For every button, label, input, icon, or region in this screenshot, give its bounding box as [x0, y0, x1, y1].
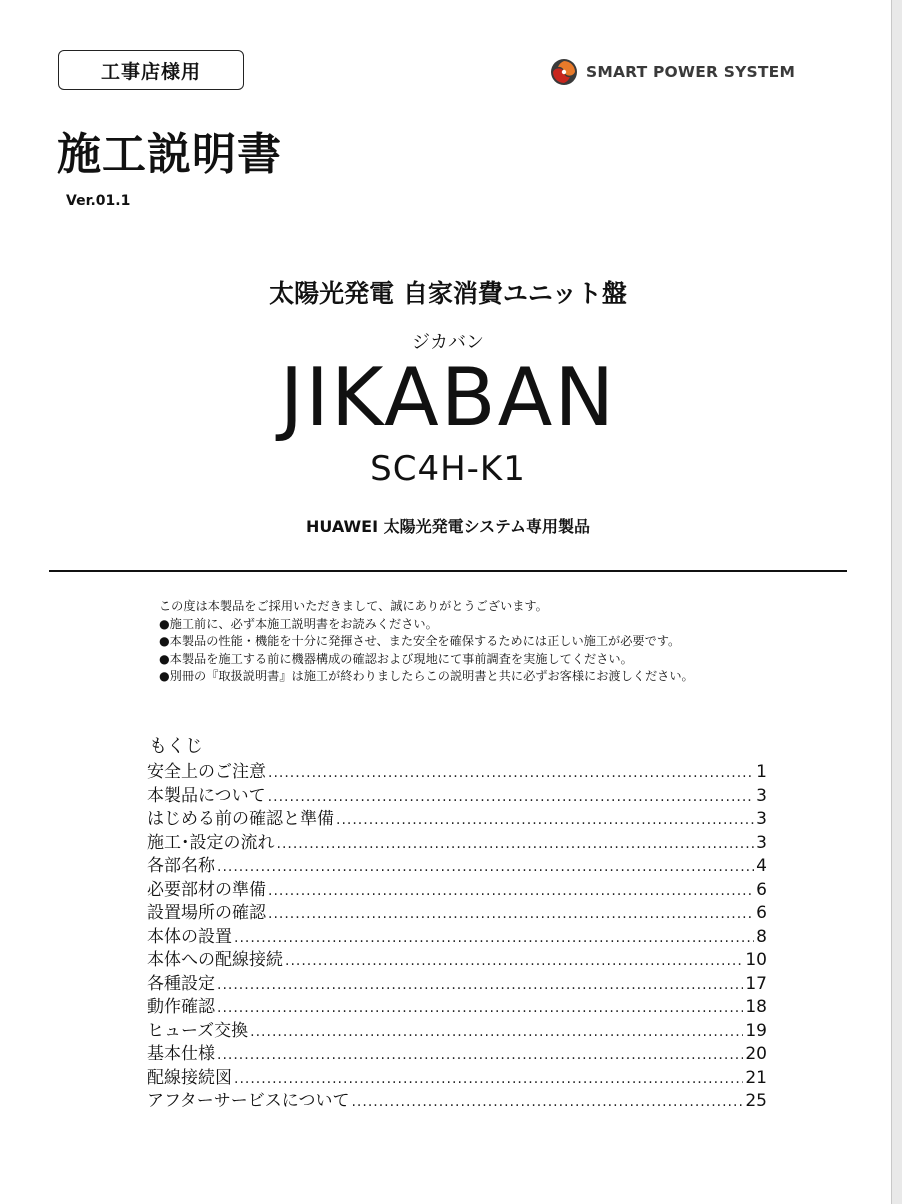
toc-item-page: 10 [745, 950, 767, 970]
brand-logo [550, 57, 795, 87]
toc-item[interactable] [147, 875, 767, 899]
table-of-contents [147, 757, 767, 1110]
toc-item-label: 本製品について [147, 785, 266, 806]
toc-item-page: 6 [756, 903, 767, 923]
audience-tag-label: 工事店様用 [100, 60, 201, 83]
toc-item[interactable] [147, 828, 767, 852]
toc-item-label: 本体への配線接続 [147, 950, 283, 970]
toc-leader [217, 977, 743, 993]
toc-leader [277, 836, 755, 852]
toc-item[interactable] [147, 804, 767, 828]
toc-item-label: 設置場所の確認 [147, 903, 266, 923]
toc-item-page: 1 [756, 762, 767, 782]
toc-leader [268, 883, 754, 899]
toc-leader [351, 1094, 743, 1110]
product-kana: ジカバン [412, 332, 484, 353]
toc-item-label: はじめる前の確認と準備 [147, 809, 334, 829]
toc-item-label: 各部名称 [147, 856, 215, 876]
toc-item-page: 21 [745, 1067, 767, 1088]
toc-leader [217, 859, 754, 875]
toc-item[interactable] [147, 898, 767, 922]
toc-leader [285, 953, 743, 969]
toc-item-label: 安全上のご注意 [147, 762, 266, 782]
toc-item-page: 18 [745, 997, 767, 1017]
divider [49, 570, 847, 572]
toc-item[interactable] [147, 781, 767, 805]
toc-item-page: 3 [756, 809, 767, 829]
logo-text: SMART POWER SYSTEM [586, 63, 796, 81]
toc-item[interactable] [147, 1086, 767, 1110]
toc-leader [268, 765, 754, 781]
toc-item-label: アフターサービスについて [147, 1091, 350, 1111]
toc-leader [268, 789, 755, 805]
toc-item[interactable] [147, 1016, 767, 1040]
document-title: 施工説明書 [57, 129, 282, 180]
toc-item-page: 20 [745, 1044, 767, 1064]
toc-item[interactable] [147, 1039, 767, 1063]
toc-item-label: 動作確認 [147, 997, 215, 1017]
toc-item-label: 施工･設定の流れ [147, 832, 275, 853]
toc-leader [217, 1047, 743, 1063]
intro-line: ●施工前に、必ず本施工説明書をお読みください。 [159, 616, 438, 631]
intro-line: ●本製品を施工する前に機器構成の確認および現地にて事前調査を実施してください。 [159, 651, 633, 666]
toc-item-page: 19 [745, 1020, 767, 1041]
product-name: JIKABAN [279, 351, 617, 444]
toc-heading: もくじ [149, 736, 203, 757]
intro-notes [159, 598, 694, 686]
page-edge [891, 0, 902, 1204]
toc-item[interactable] [147, 945, 767, 969]
product-subtitle: 太陽光発電 自家消費ユニット盤 [269, 279, 627, 308]
toc-item-label: 必要部材の準備 [147, 879, 266, 900]
audience-tag [58, 50, 244, 90]
toc-item-label: ヒューズ交換 [147, 1020, 249, 1041]
toc-item[interactable] [147, 922, 767, 946]
version-label: Ver.01.1 [66, 193, 131, 209]
toc-item[interactable] [147, 992, 767, 1016]
toc-leader [234, 930, 754, 946]
toc-item-page: 8 [756, 926, 767, 947]
toc-item-page: 3 [756, 785, 767, 806]
product-note: HUAWEI 太陽光発電システム専用製品 [305, 517, 591, 536]
toc-leader [234, 1071, 743, 1087]
toc-item-page: 25 [745, 1091, 767, 1111]
toc-item-label: 配線接続図 [147, 1067, 232, 1088]
toc-item-label: 本体の設置 [147, 926, 232, 947]
intro-line: この度は本製品をご採用いただきまして、誠にありがとうございます。 [159, 599, 548, 613]
toc-item[interactable] [147, 1063, 767, 1087]
toc-leader [217, 1000, 743, 1016]
toc-item-label: 基本仕様 [147, 1044, 215, 1064]
toc-item[interactable] [147, 757, 767, 781]
toc-item-page: 4 [756, 856, 767, 876]
toc-item-page: 17 [745, 973, 767, 994]
intro-line: ●別冊の『取扱説明書』は施工が終わりましたらこの説明書と共に必ずお客様にお渡しください。 [159, 669, 694, 683]
toc-item-page: 3 [756, 832, 767, 853]
toc-item[interactable] [147, 969, 767, 993]
toc-leader [250, 1024, 743, 1040]
intro-line: ●本製品の性能・機能を十分に発揮させ、また安全を確保するためには正しい施工が必要です。 [159, 634, 681, 648]
toc-leader [336, 812, 754, 828]
toc-item[interactable] [147, 851, 767, 875]
toc-item-label: 各種設定 [147, 973, 215, 994]
toc-leader [268, 906, 754, 922]
toc-item-page: 6 [756, 879, 767, 900]
swirl-logo-icon [550, 58, 578, 86]
product-model: SC4H-K1 [370, 449, 526, 489]
